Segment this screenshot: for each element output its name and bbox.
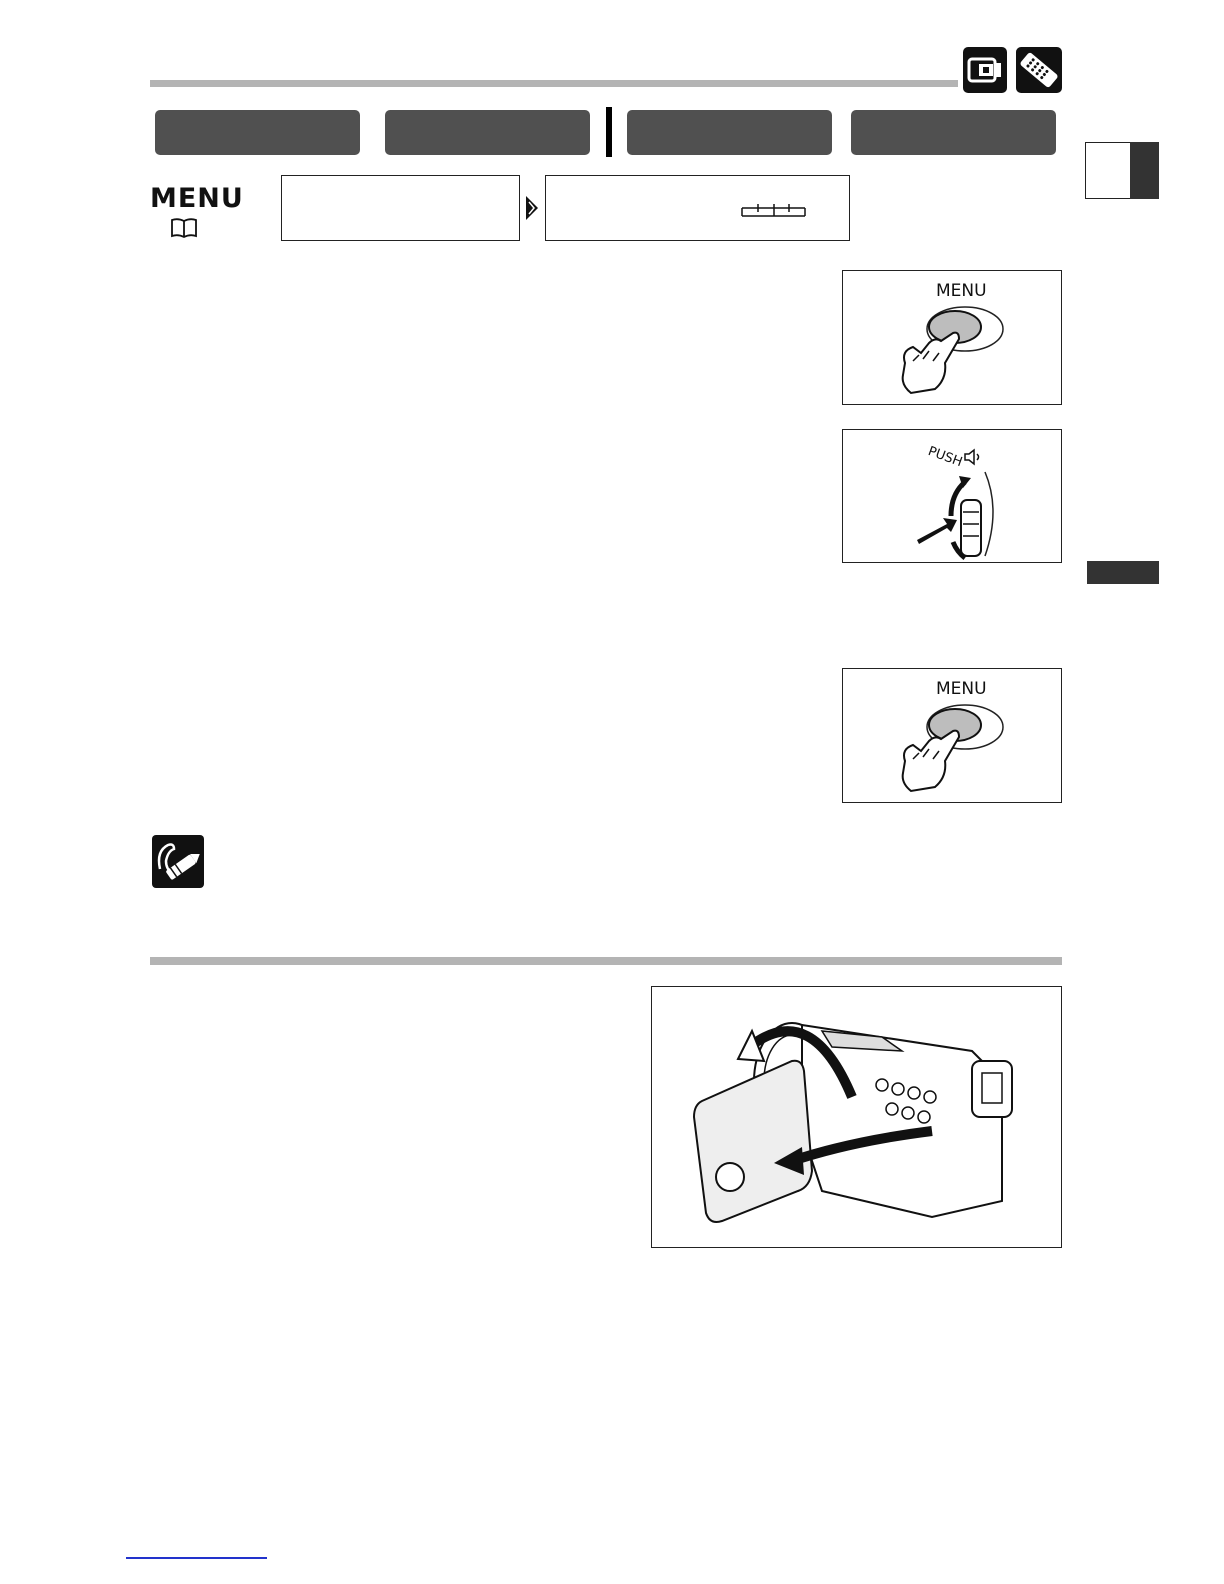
setting-scale-icon: [741, 202, 807, 218]
selector-dial-figure: [842, 429, 1062, 563]
mode-pill-3: [627, 110, 832, 155]
camcorder-illustration: [682, 1001, 1032, 1231]
finger-press-icon: [883, 701, 1023, 799]
menu-button-figure-2: [842, 668, 1062, 803]
book-reference-icon: [169, 217, 199, 239]
note-pencil-icon: [152, 835, 204, 888]
remote-control-icon: [1016, 47, 1062, 93]
menu-button-label: MENU: [936, 281, 987, 301]
mode-pill-4: [851, 110, 1056, 155]
menu-path-box-1: [281, 175, 520, 241]
finger-press-icon: [883, 303, 1023, 401]
push-label: PUSH: [925, 444, 965, 471]
dial-icon: [913, 460, 1013, 560]
arrow-right-icon: [524, 194, 542, 222]
camcorder-lcd-figure: [651, 986, 1062, 1248]
menu-heading: MENU: [150, 183, 244, 214]
camera-mode-icon: [963, 47, 1007, 93]
chapter-tab-marker: [1130, 142, 1159, 199]
menu-path-box-2: [545, 175, 850, 241]
footer-link-underline[interactable]: [126, 1557, 267, 1559]
section-rule: [150, 957, 1062, 965]
mode-pill-2: [385, 110, 590, 155]
section-tab-marker: [1087, 561, 1159, 584]
top-rule: [150, 80, 958, 87]
mode-pill-1: [155, 110, 360, 155]
menu-button-figure-1: [842, 270, 1062, 405]
mode-divider: [606, 107, 612, 157]
menu-button-label: MENU: [936, 679, 987, 699]
